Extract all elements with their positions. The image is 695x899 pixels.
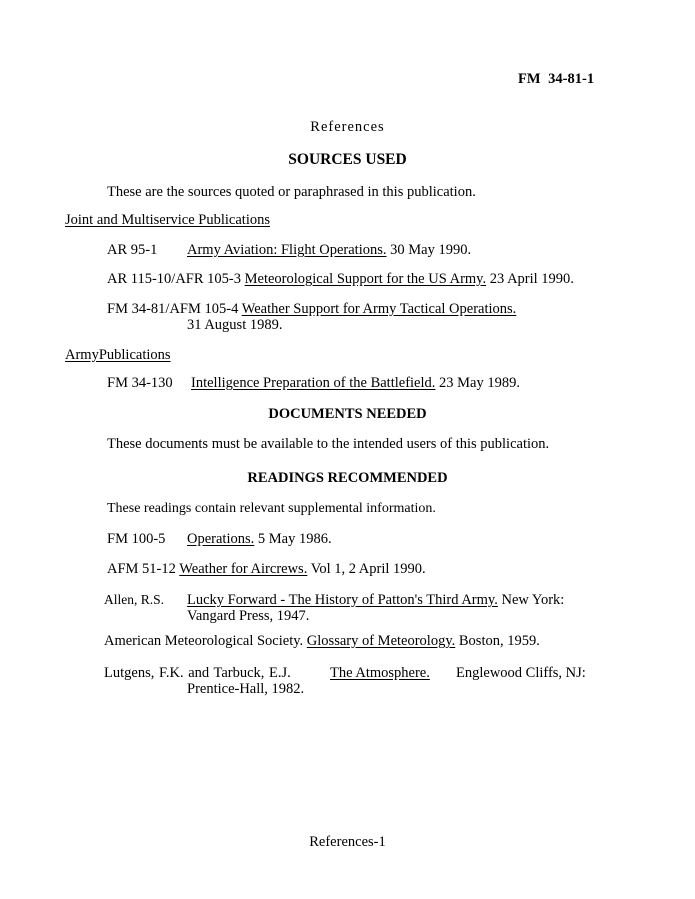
readings-heading: READINGS RECOMMENDED <box>247 470 448 486</box>
pub-title: Army Aviation: Flight Operations. <box>187 242 387 258</box>
list-item <box>104 633 540 649</box>
page-number: References-1 <box>309 834 386 850</box>
pub-id: AR 95-1 <box>107 242 158 258</box>
documents-needed-text: These documents must be available to the intended users of this publication. <box>107 436 550 452</box>
pub-title: Lucky Forward - The History of Patton's Third Army. <box>187 592 498 608</box>
documents-needed-heading: DOCUMENTS NEEDED <box>268 406 427 422</box>
list-item <box>107 271 574 287</box>
readings-intro: These readings contain relevant supplemental information. <box>107 501 436 516</box>
sources-used-heading: SOURCES USED <box>288 151 407 168</box>
publisher-line: Prentice-Hall, 1982. <box>187 681 305 697</box>
pub-date: 23 April 1990. <box>489 271 574 287</box>
pub-id: FM 100-5 <box>107 531 166 547</box>
pub-title: Intelligence Preparation of the Battlefield. <box>191 375 436 391</box>
author: Lutgens, F.K. and Tarbuck, E.J. <box>104 665 291 681</box>
publisher: Englewood Cliffs, NJ: <box>456 665 586 681</box>
pub-id: FM 34-81/AFM 105-4 <box>107 301 239 317</box>
pub-id: FM 34-130 <box>107 375 173 391</box>
pub-id: AFM 51-12 <box>107 561 176 577</box>
pub-title: Operations. <box>187 531 255 547</box>
pub-date: 31 August 1989. <box>187 317 283 333</box>
pub-title: Glossary of Meteorology. <box>306 633 456 649</box>
pub-title: The Atmosphere. <box>330 665 430 681</box>
army-publications-heading: ArmyPublications <box>65 347 171 363</box>
publisher-line: Vangard Press, 1947. <box>187 608 310 624</box>
document-number: FM 34-81-1 <box>518 71 595 87</box>
pub-date: 5 May 1986. <box>257 531 332 547</box>
sources-used-intro: These are the sources quoted or paraphrased in this publication. <box>107 184 476 200</box>
pub-date: Vol 1, 2 April 1990. <box>310 561 426 577</box>
section-label: References <box>310 119 385 135</box>
pub-id: AR 115-10/AFR 105-3 <box>107 271 241 287</box>
pub-title: Meteorological Support for the US Army. <box>244 271 487 287</box>
author: American Meteorological Society. <box>104 633 304 649</box>
pub-date: 30 May 1990. <box>390 242 472 258</box>
list-item <box>107 561 426 577</box>
pub-title: Weather Support for Army Tactical Operations. <box>241 301 517 317</box>
author: Allen, R.S. <box>104 592 165 607</box>
joint-publications-heading: Joint and Multiservice Publications <box>65 212 270 228</box>
pub-title: Weather for Aircrews. <box>179 561 308 577</box>
publisher: New York: <box>501 592 565 608</box>
pub-date: 23 May 1989. <box>439 375 520 391</box>
publisher: Boston, 1959. <box>458 633 540 649</box>
